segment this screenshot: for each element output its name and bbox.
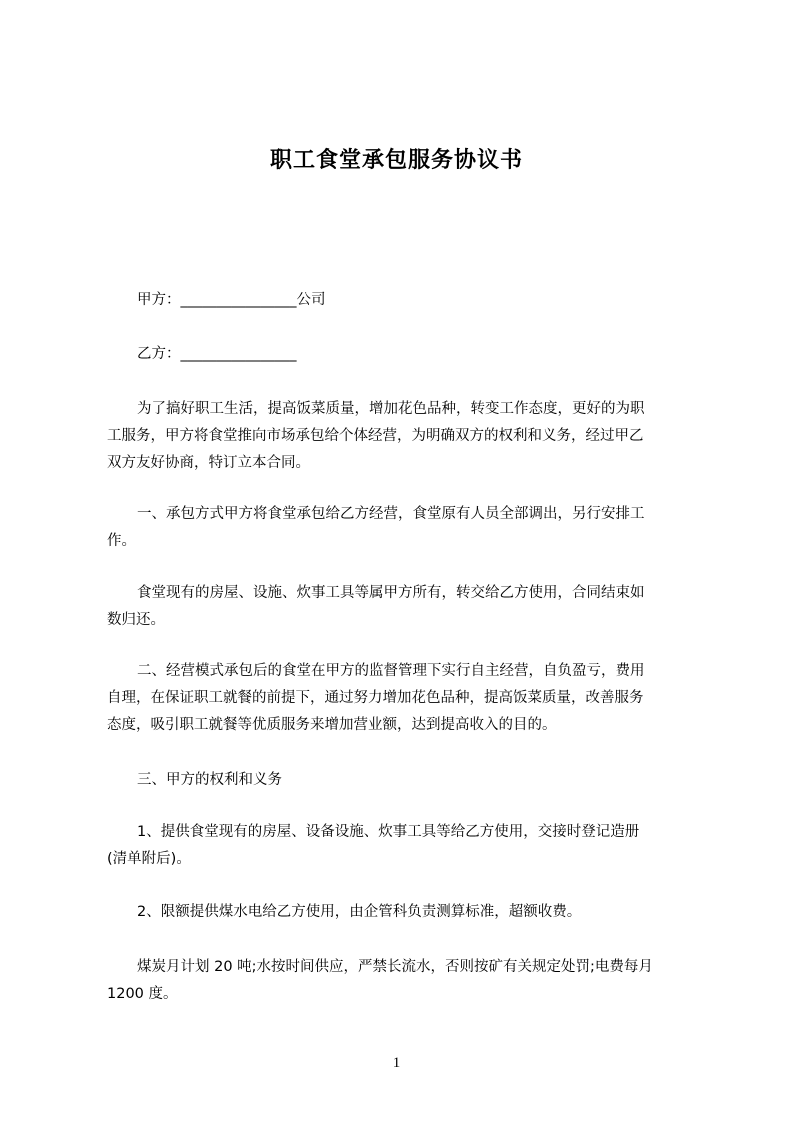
page-number: 1	[392, 1055, 401, 1071]
paragraph-line: 作。	[107, 533, 136, 549]
paragraph	[107, 767, 717, 794]
party-a-line	[107, 287, 717, 314]
document-title: 职工食堂承包服务协议书	[269, 148, 523, 173]
paragraph-line: 三、甲方的权利和义务	[137, 772, 282, 788]
paragraph-line: (清单附后)。	[107, 851, 191, 867]
paragraph-line: 二、经营模式承包后的食堂在甲方的监督管理下实行自主经营，自负盈亏，费用	[137, 663, 645, 679]
paragraph	[107, 954, 717, 1008]
paragraph-line: 2、限额提供煤水电给乙方使用，由企管科负责测算标准，超额收费。	[137, 904, 582, 920]
paragraph-line: 自理，在保证职工就餐的前提下，通过努力增加花色品种，提高饭菜质量，改善服务	[107, 690, 644, 706]
paragraph	[107, 658, 717, 739]
paragraph-line: 1、提供食堂现有的房屋、设备设施、炊事工具等给乙方使用，交接时登记造册	[137, 824, 640, 840]
paragraph	[107, 396, 717, 477]
paragraph-line: 态度，吸引职工就餐等优质服务来增加营业额，达到提高收入的目的。	[107, 717, 557, 733]
paragraph-line: 为了搞好职工生活，提高饭菜质量，增加花色品种，转变工作态度，更好的为职	[137, 401, 645, 417]
paragraph-line: 数归还。	[107, 612, 165, 628]
paragraph-line: 工服务，甲方将食堂推向市场承包给个体经营，为明确双方的权利和义务，经过甲乙	[107, 428, 644, 444]
paragraph	[107, 501, 717, 555]
paragraph	[107, 819, 717, 873]
party-b-text: 乙方：________________	[137, 346, 297, 362]
party-b-line	[107, 341, 717, 368]
party-a-text: 甲方：________________公司	[137, 292, 326, 308]
paragraph-line: 一、承包方式甲方将食堂承包给乙方经营，食堂原有人员全部调出，另行安排工	[137, 506, 645, 522]
paragraph	[107, 899, 717, 926]
paragraph-line: 煤炭月计划 20 吨;水按时间供应，严禁长流水，否则按矿有关规定处罚;电费每月	[137, 959, 653, 975]
paragraph-line: 食堂现有的房屋、设施、炊事工具等属甲方所有，转交给乙方使用，合同结束如	[137, 585, 645, 601]
paragraph-line: 1200 度。	[107, 986, 178, 1002]
paragraph	[107, 580, 717, 634]
paragraph-line: 双方友好协商，特订立本合同。	[107, 455, 310, 471]
